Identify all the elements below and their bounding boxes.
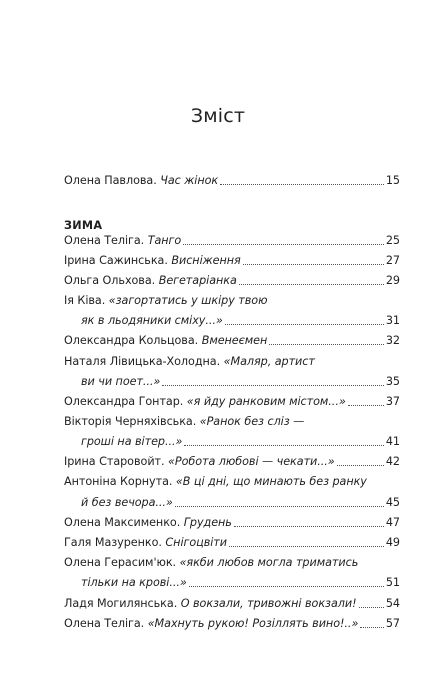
toc-entry (64, 355, 400, 369)
entry-title-continued: як в льодяники сміху...» (81, 314, 223, 327)
entry-title: Вменеємен (201, 334, 268, 347)
entry-author: Олександра Кольцова. (64, 334, 199, 347)
entry-author: Наталя Лівицька-Холодна. (64, 355, 221, 368)
entry-author: Ірина Старовойт. (64, 455, 165, 468)
leader-dots (348, 404, 384, 406)
toc-entry (64, 395, 400, 409)
entry-page: 29 (385, 274, 400, 287)
toc-entry (64, 294, 400, 308)
toc-entry (64, 556, 400, 570)
entry-page: 31 (385, 314, 400, 327)
entry-title: Виснiження (171, 254, 241, 267)
entry-author: Олена Герасим'юк. (64, 556, 177, 569)
entry-title: Снігоцвіти (165, 536, 227, 549)
leader-dots (269, 343, 384, 345)
entry-page: 15 (385, 174, 400, 187)
entry-title-continued: й без вечора...» (81, 496, 173, 509)
entry-page: 49 (385, 536, 400, 549)
toc-entry (64, 254, 400, 268)
toc-entry-intro (64, 174, 400, 188)
toc-entry-continuation (81, 375, 400, 389)
entry-title-continued: тільки на крові...» (81, 576, 187, 589)
entry-title: «загортатись у шкіру твою (108, 294, 268, 307)
entry-page: 51 (385, 576, 400, 589)
entry-page: 37 (385, 395, 400, 408)
entry-author: Ірина Сажинська. (64, 254, 168, 267)
entry-author: Ія Ківа. (64, 294, 106, 307)
leader-dots (229, 545, 384, 547)
entry-title-continued: ви чи поет...» (81, 375, 161, 388)
toc-entry (64, 617, 400, 631)
leader-dots (239, 283, 384, 285)
leader-dots (243, 263, 384, 265)
toc-entry-continuation (81, 314, 400, 328)
entry-title: Танго (147, 234, 182, 247)
entry-page: 45 (385, 496, 400, 509)
leader-dots (337, 464, 384, 466)
leader-dots (360, 626, 384, 628)
leader-dots (220, 183, 384, 185)
entry-page: 32 (385, 334, 400, 347)
entry-title: «В ці дні, що минають без ранку (175, 475, 367, 488)
toc-entry (64, 536, 400, 550)
toc-entry (64, 234, 400, 248)
entry-author: Вікторія Черняхівська. (64, 415, 197, 428)
leader-dots (183, 243, 384, 245)
entry-page: 41 (385, 435, 400, 448)
entry-title: «Ранок без сліз — (199, 415, 305, 428)
leader-dots (189, 585, 384, 587)
leader-dots (184, 444, 384, 446)
entry-page: 57 (385, 617, 400, 630)
entry-title: «Маляр, артист (223, 355, 315, 368)
section-heading: ЗИМА (64, 219, 103, 232)
entry-author: Олена Теліга. (64, 617, 145, 630)
toc-entry (64, 334, 400, 348)
leader-dots (225, 323, 384, 325)
entry-title: Час жінок (160, 174, 219, 187)
entry-author: Ольга Ольхова. (64, 274, 156, 287)
entry-author: Ладя Могилянська. (64, 597, 178, 610)
entry-page: 27 (385, 254, 400, 267)
leader-dots (162, 384, 384, 386)
entry-title: «Махнуть рукою! Розіллять вино!..» (147, 617, 359, 630)
entry-page: 35 (385, 375, 400, 388)
entry-page: 25 (385, 234, 400, 247)
toc-entry (64, 415, 400, 429)
leader-dots (175, 505, 384, 507)
page-title: Зміст (190, 105, 246, 127)
entry-page: 47 (385, 516, 400, 529)
entry-author: Антоніна Корнута. (64, 475, 173, 488)
toc-entry-continuation (81, 496, 400, 510)
entry-author: Олена Максименко. (64, 516, 181, 529)
toc-entry (64, 516, 400, 530)
toc-entry (64, 597, 400, 611)
toc-entry (64, 274, 400, 288)
toc-entry-continuation (81, 576, 400, 590)
entry-title: Грудень (183, 516, 232, 529)
entry-author: Олена Павлова. (64, 174, 157, 187)
entry-title: «якби любов могла триматись (179, 556, 359, 569)
leader-dots (234, 525, 384, 527)
toc-entry (64, 455, 400, 469)
entry-author: Олександра Гонтар. (64, 395, 184, 408)
entry-title: «я йду ранковим містом...» (186, 395, 346, 408)
entry-title-continued: гроші на вітер...» (81, 435, 183, 448)
entry-author: Олена Теліга. (64, 234, 145, 247)
entry-title: «Робота любові — чекати...» (168, 455, 335, 468)
entry-title: О вокзали, тривожні вокзали! (180, 597, 357, 610)
entry-title: Вегетаріанка (158, 274, 237, 287)
leader-dots (359, 606, 384, 608)
entry-page: 42 (385, 455, 400, 468)
entry-page: 54 (385, 597, 400, 610)
entry-author: Галя Мазуренко. (64, 536, 162, 549)
toc-entry (64, 475, 400, 489)
toc-entry-continuation (81, 435, 400, 449)
